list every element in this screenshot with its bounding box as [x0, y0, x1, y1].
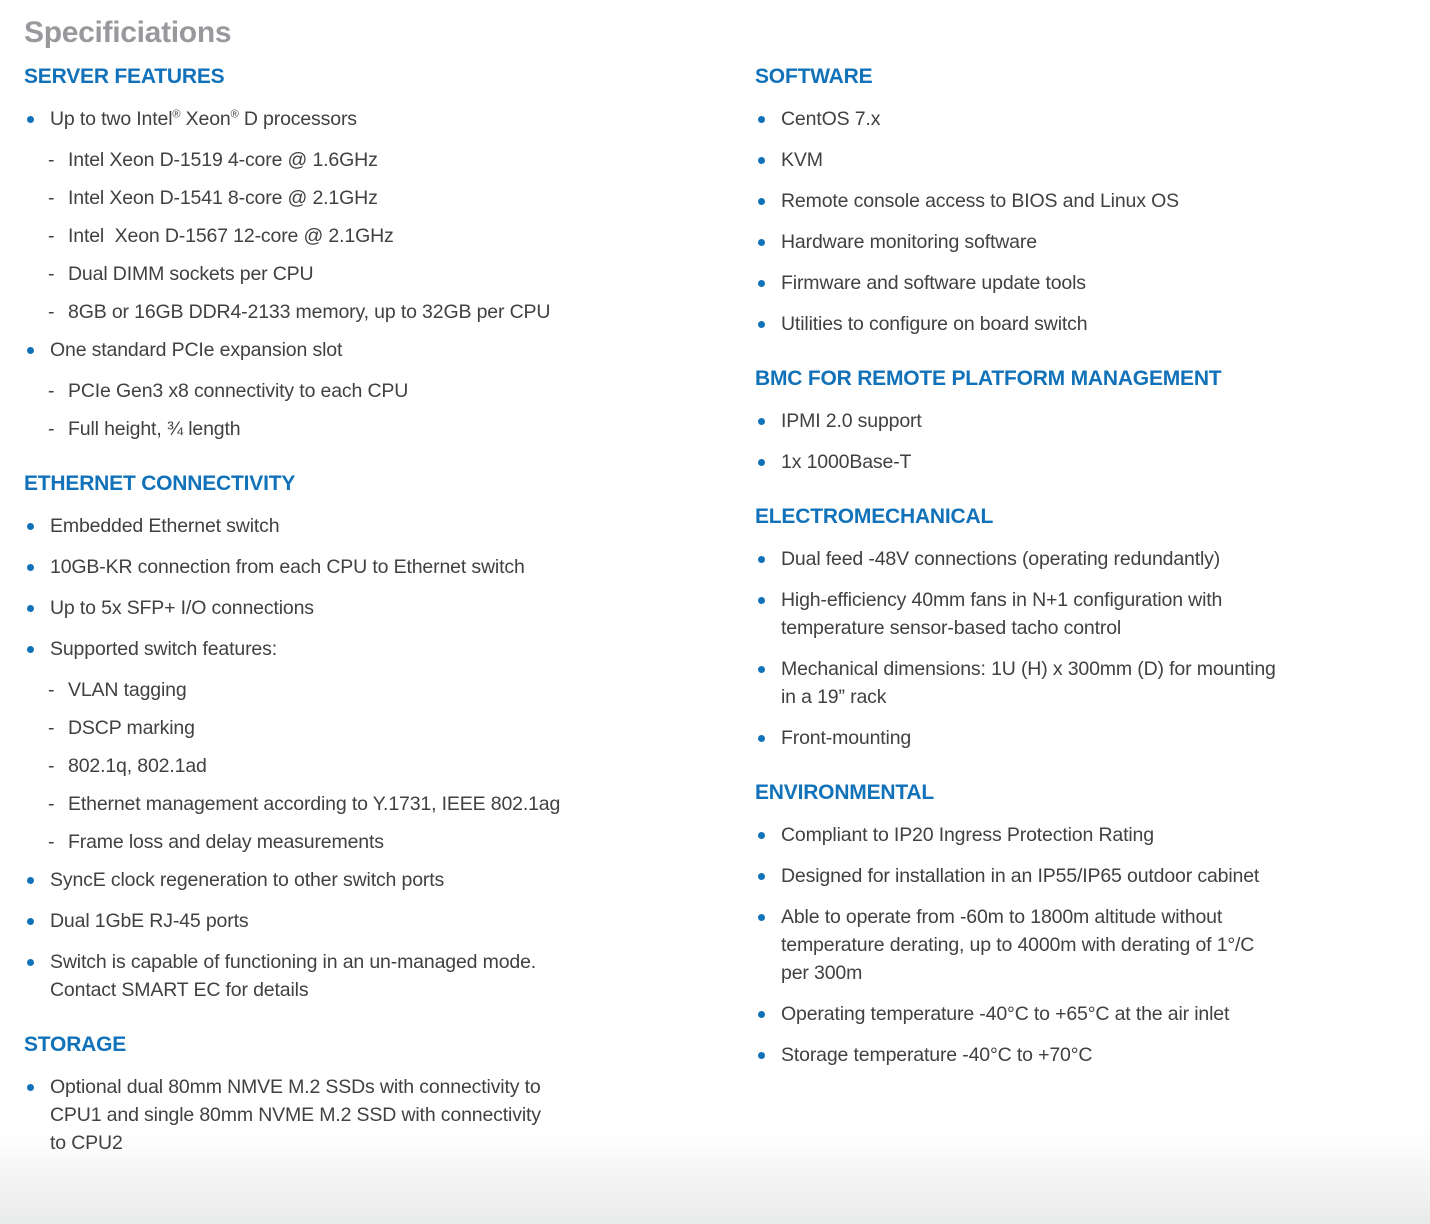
- item-text: DSCP marking: [68, 717, 195, 739]
- dash-icon: -: [48, 263, 55, 285]
- spec-bullet-item: [24, 512, 729, 540]
- item-text: Intel Xeon D-1519 4-core @ 1.6GHz: [68, 149, 378, 171]
- spec-bullet-item: [755, 724, 1406, 752]
- bullet-icon: [755, 228, 781, 256]
- section-electromechanical: [755, 505, 1406, 752]
- item-text: Firmware and software update tools: [781, 272, 1086, 294]
- section-heading: STORAGE: [24, 1033, 127, 1056]
- item-text: Dual 1GbE RJ-45 ports: [50, 910, 249, 932]
- dash-icon: -: [48, 225, 55, 247]
- section-heading: ETHERNET CONNECTIVITY: [24, 472, 296, 495]
- item-text: KVM: [781, 149, 823, 171]
- dash-icon: -: [48, 679, 55, 701]
- spec-columns: [24, 59, 1406, 1170]
- bullet-dot: [27, 646, 34, 653]
- bullet-dot: [758, 280, 765, 287]
- item-text: Full height, ¾ length: [68, 418, 241, 440]
- bullet-icon: [24, 512, 50, 540]
- item-text: Embedded Ethernet switch: [50, 515, 280, 537]
- item-text: Operating temperature -40°C to +65°C at the air inlet: [781, 1003, 1230, 1025]
- bullet-icon: [755, 448, 781, 476]
- item-text: Dual DIMM sockets per CPU: [68, 263, 314, 285]
- item-text: Up to 5x SFP+ I/O connections: [50, 597, 314, 619]
- section-ethernet-connectivity: [24, 472, 729, 1004]
- bullet-dot: [758, 556, 765, 563]
- section-heading: BMC FOR REMOTE PLATFORM MANAGEMENT: [755, 367, 1222, 390]
- bullet-icon: [755, 821, 781, 849]
- spec-bullet-item: [755, 448, 1406, 476]
- spec-bullet-item: [24, 907, 729, 935]
- spec-bullet-item: [24, 948, 729, 1004]
- spec-bullet-item: [24, 594, 729, 622]
- bullet-icon: [24, 553, 50, 581]
- spec-bullet-item: [755, 655, 1406, 711]
- item-text: Able to operate from -60m to 1800m altitude without temperature derating, up to 4000m with derating of 1°/C per 300m: [781, 906, 1255, 984]
- item-text: Intel Xeon D-1567 12-core @ 2.1GHz: [68, 225, 394, 247]
- bullet-icon: [755, 146, 781, 174]
- bullet-icon: [755, 105, 781, 133]
- bullet-dot: [27, 564, 34, 571]
- bullet-dot: [27, 116, 34, 123]
- bullet-icon: [24, 336, 50, 364]
- bullet-icon: [24, 907, 50, 935]
- item-text: 802.1q, 802.1ad: [68, 755, 207, 777]
- bullet-dot: [758, 459, 765, 466]
- bullet-icon: [24, 635, 50, 663]
- spec-bullet-item: [24, 105, 729, 133]
- item-text: VLAN tagging: [68, 679, 187, 701]
- spec-bullet-item: [24, 866, 729, 894]
- bullet-dot: [758, 1011, 765, 1018]
- item-text: Compliant to IP20 Ingress Protection Rating: [781, 824, 1154, 846]
- bullet-dot: [27, 959, 34, 966]
- bullet-dot: [758, 157, 765, 164]
- spec-bullet-item: [755, 269, 1406, 297]
- bullet-dot: [758, 914, 765, 921]
- item-text: One standard PCIe expansion slot: [50, 339, 343, 361]
- bullet-dot: [758, 1052, 765, 1059]
- spec-bullet-item: [755, 105, 1406, 133]
- dash-icon: -: [48, 831, 55, 853]
- section-heading: SERVER FEATURES: [24, 65, 225, 88]
- spec-sub-item: [24, 184, 729, 212]
- section-software: [755, 65, 1406, 338]
- bullet-dot: [758, 418, 765, 425]
- item-text: IPMI 2.0 support: [781, 410, 922, 432]
- item-text: 1x 1000Base-T: [781, 451, 912, 473]
- spec-bullet-item: [24, 553, 729, 581]
- dash-icon: -: [48, 755, 55, 777]
- item-text: Utilities to configure on board switch: [781, 313, 1088, 335]
- bullet-dot: [758, 666, 765, 673]
- bullet-icon: [755, 310, 781, 338]
- spec-sub-item: [24, 146, 729, 174]
- spec-column-right: [755, 59, 1406, 1082]
- spec-sub-item: [24, 714, 729, 742]
- spec-bullet-item: [755, 545, 1406, 573]
- spec-bullet-item: [755, 187, 1406, 215]
- item-text: Dual feed -48V connections (operating redundantly): [781, 548, 1221, 570]
- spec-column-left: [24, 59, 755, 1170]
- section-environmental: [755, 781, 1406, 1069]
- spec-bullet-item: [755, 1041, 1406, 1069]
- item-text: 10GB-KR connection from each CPU to Ethernet switch: [50, 556, 525, 578]
- bullet-icon: [755, 545, 781, 573]
- item-text: CentOS 7.x: [781, 108, 881, 130]
- bullet-icon: [24, 948, 50, 976]
- item-text: Designed for installation in an IP55/IP65 outdoor cabinet: [781, 865, 1260, 887]
- bullet-dot: [27, 877, 34, 884]
- spec-sub-item: [24, 415, 729, 443]
- item-text: Front-mounting: [781, 727, 912, 749]
- bullet-icon: [24, 1073, 50, 1101]
- item-text: Remote console access to BIOS and Linux OS: [781, 190, 1179, 212]
- spec-bullet-item: [755, 146, 1406, 174]
- item-text: Intel Xeon D-1541 8-core @ 2.1GHz: [68, 187, 378, 209]
- section-bmc-for-remote-platform-management: [755, 367, 1406, 476]
- spec-bullet-item: [755, 586, 1406, 642]
- item-text: SyncE clock regeneration to other switch ports: [50, 869, 445, 891]
- spec-bullet-item: [755, 862, 1406, 890]
- item-text: Storage temperature -40°C to +70°C: [781, 1044, 1093, 1066]
- spec-bullet-item: [755, 903, 1406, 987]
- bullet-dot: [758, 116, 765, 123]
- bullet-dot: [758, 239, 765, 246]
- spec-sub-item: [24, 260, 729, 288]
- spec-bullet-item: [755, 821, 1406, 849]
- item-text: PCIe Gen3 x8 connectivity to each CPU: [68, 380, 409, 402]
- item-text: Up to two Intel® Xeon® D processors: [50, 108, 357, 130]
- bullet-dot: [758, 873, 765, 880]
- bullet-dot: [758, 597, 765, 604]
- section-heading: ELECTROMECHANICAL: [755, 505, 994, 528]
- spec-bullet-item: [755, 1000, 1406, 1028]
- spec-bullet-item: [24, 1073, 729, 1157]
- item-text: Supported switch features:: [50, 638, 277, 660]
- spec-bullet-item: [24, 635, 729, 663]
- bullet-icon: [755, 187, 781, 215]
- section-heading: SOFTWARE: [755, 65, 873, 88]
- spec-bullet-item: [24, 336, 729, 364]
- item-text: Optional dual 80mm NMVE M.2 SSDs with connectivity to CPU1 and single 80mm NVME M.2 SSD with connectivity to CPU2: [50, 1076, 541, 1154]
- bullet-icon: [755, 407, 781, 435]
- section-server-features: [24, 65, 729, 443]
- bullet-icon: [755, 269, 781, 297]
- bullet-dot: [27, 523, 34, 530]
- section-storage: [24, 1033, 729, 1157]
- bullet-dot: [27, 918, 34, 925]
- section-heading: ENVIRONMENTAL: [755, 781, 935, 804]
- bullet-dot: [27, 605, 34, 612]
- dash-icon: -: [48, 301, 55, 323]
- dash-icon: -: [48, 149, 55, 171]
- item-text: Hardware monitoring software: [781, 231, 1037, 253]
- bullet-dot: [27, 347, 34, 354]
- spec-bullet-item: [755, 310, 1406, 338]
- item-text: High-efficiency 40mm fans in N+1 configuration with temperature sensor-based tacho control: [781, 589, 1223, 639]
- bullet-dot: [758, 198, 765, 205]
- bullet-dot: [758, 735, 765, 742]
- bullet-dot: [758, 321, 765, 328]
- bullet-icon: [755, 1000, 781, 1028]
- spec-sub-item: [24, 222, 729, 250]
- bullet-icon: [755, 724, 781, 752]
- dash-icon: -: [48, 793, 55, 815]
- page-title: Specificiations: [24, 16, 232, 49]
- dash-icon: -: [48, 187, 55, 209]
- spec-sub-item: [24, 377, 729, 405]
- dash-icon: -: [48, 717, 55, 739]
- bullet-icon: [755, 586, 781, 614]
- item-text: Mechanical dimensions: 1U (H) x 300mm (D) for mounting in a 19” rack: [781, 658, 1276, 708]
- bullet-icon: [24, 866, 50, 894]
- bullet-icon: [755, 903, 781, 931]
- dash-icon: -: [48, 418, 55, 440]
- spec-sub-item: [24, 828, 729, 856]
- bullet-icon: [24, 594, 50, 622]
- spec-sub-item: [24, 676, 729, 704]
- item-text: 8GB or 16GB DDR4-2133 memory, up to 32GB per CPU: [68, 301, 551, 323]
- item-text: Frame loss and delay measurements: [68, 831, 384, 853]
- bullet-dot: [758, 832, 765, 839]
- item-text: Switch is capable of functioning in an un-managed mode. Contact SMART EC for details: [50, 951, 537, 1001]
- item-text: Ethernet management according to Y.1731, IEEE 802.1ag: [68, 793, 561, 815]
- spec-bullet-item: [755, 228, 1406, 256]
- dash-icon: -: [48, 380, 55, 402]
- bullet-icon: [755, 1041, 781, 1069]
- spec-bullet-item: [755, 407, 1406, 435]
- spec-sub-item: [24, 790, 729, 818]
- bullet-icon: [755, 655, 781, 683]
- spec-sub-item: [24, 752, 729, 780]
- bullet-icon: [24, 105, 50, 133]
- bullet-icon: [755, 862, 781, 890]
- spec-sub-item: [24, 298, 729, 326]
- bullet-dot: [27, 1084, 34, 1091]
